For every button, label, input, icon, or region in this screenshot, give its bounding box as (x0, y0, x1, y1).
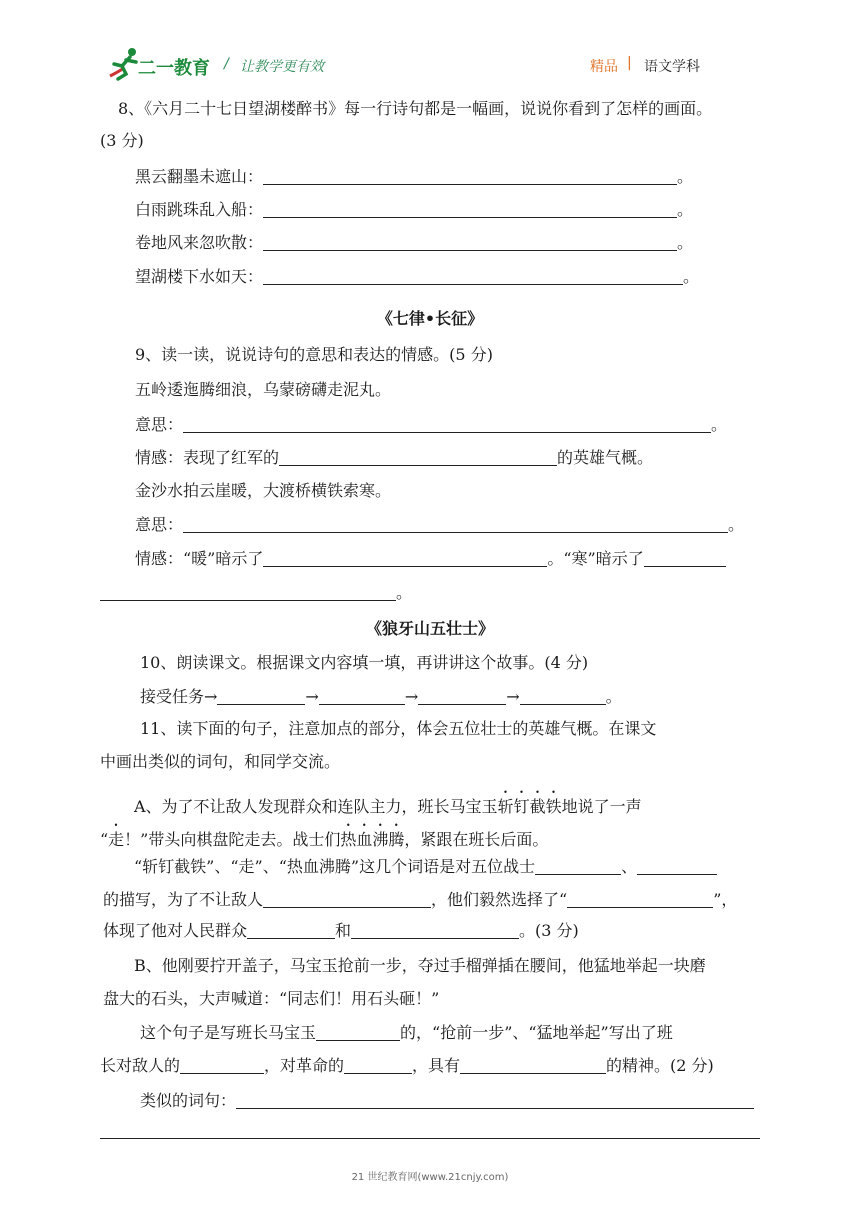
answer-blank[interactable] (263, 199, 677, 218)
answer-blank[interactable] (263, 266, 683, 285)
q8-line-4: 望湖楼下水如天： 。 (135, 267, 700, 286)
q11-a-line-4: 的描写，为了不让敌人 ，他们毅然选择了“ ”， (103, 890, 738, 909)
q11-similar: 类似的词句： (140, 1090, 754, 1112)
q11-stem-1: 11、读下面的句子，注意加点的部分，体会五位壮士的英雄气概。在课文 (140, 719, 657, 738)
answer-blank[interactable] (644, 548, 726, 567)
q9-meaning-1: 意思： 。 (135, 415, 728, 434)
q9-emotion-1: 情感：表现了红军的 的英雄气概。 (135, 448, 654, 467)
q10-stem: 10、朗读课文。根据课文内容填一填，再讲讲这个故事。(4 分) (140, 653, 589, 672)
q8-stem: 8、《六月二十七日望湖楼醉书》每一行诗句都是一幅画，说说你看到了怎样的画面。 (118, 99, 713, 118)
logo-text: 二一教育 (138, 58, 210, 79)
q11-b-line-4: 长对敌人的 ，对革命的 ，具有 的精神。(2 分) (100, 1056, 714, 1075)
answer-blank[interactable] (344, 1055, 412, 1074)
answer-blank[interactable] (236, 1090, 754, 1109)
q8-line-label: 白雨跳珠乱入船： (135, 200, 264, 219)
answer-blank[interactable] (183, 414, 711, 433)
page-header (100, 46, 760, 86)
q11-a-line-3: “斩钉截铁”、“走”、“热血沸腾”这几个词语是对五位战士 、 (134, 856, 717, 878)
answer-blank[interactable] (567, 889, 713, 908)
q8-score: (3 分) (100, 131, 144, 150)
q8-line-1: 黑云翻墨未遮山： 。 (135, 167, 694, 186)
q9-emotion-2-cont: 。 (100, 582, 412, 604)
dotted-phrase: 热血沸腾 (340, 830, 405, 849)
q11-b-line-2: 盘大的石头，大声喊道：“同志们！用石头砸！” (103, 989, 440, 1008)
q10-sequence: 接受任务→ → → → 。 (140, 687, 622, 706)
answer-blank[interactable] (316, 1022, 400, 1041)
footer-divider (100, 1138, 760, 1139)
footer-text: 21 世纪教育网(www.21cnjy.com) (351, 1172, 509, 1183)
q11-stem-2: 中画出类似的词句，和同学交流。 (100, 752, 341, 771)
answer-blank[interactable] (263, 166, 677, 185)
q8-line-label: 黑云翻墨未遮山： (135, 167, 264, 186)
answer-blank[interactable] (418, 686, 506, 705)
answer-blank[interactable] (263, 548, 547, 567)
answer-blank[interactable] (183, 514, 728, 533)
answer-blank[interactable] (217, 686, 305, 705)
answer-blank[interactable] (263, 889, 431, 908)
q8-line-label: 卷地风来忽吹散： (135, 233, 264, 252)
q11-b-line-1: B、他刚要拧开盖子，马宝玉抢前一步，夺过手榴弹插在腰间，他猛地举起一块磨 (134, 956, 706, 975)
tag-subject: 语文学科 (644, 59, 700, 75)
tag-separator: | (627, 55, 632, 71)
dotted-phrase: 斩钉截铁 (497, 797, 562, 816)
q8-line-3: 卷地风来忽吹散： 。 (135, 233, 694, 252)
q9-verse-2: 金沙水拍云崖暖，大渡桥横铁索寒。 (135, 481, 392, 500)
answer-blank[interactable] (100, 582, 396, 601)
q8-line-2: 白雨跳珠乱入船： 。 (135, 200, 694, 219)
q9-verse-1: 五岭逶迤腾细浪，乌蒙磅礴走泥丸。 (135, 380, 392, 399)
slogan-separator: / (224, 56, 229, 72)
q11-a-line-2: “走！”带头向棋盘陀走去。战士们热血沸腾，紧跟在班长后面。 (100, 830, 549, 849)
answer-blank[interactable] (637, 856, 717, 875)
q8-line-label: 望湖楼下水如天： (135, 267, 264, 286)
q11-b-line-3: 这个句子是写班长马宝玉 的，“抢前一步”、“猛地举起”写出了班 (140, 1023, 673, 1042)
answer-blank[interactable] (460, 1055, 606, 1074)
answer-blank[interactable] (535, 856, 621, 875)
answer-blank[interactable] (520, 686, 606, 705)
answer-blank[interactable] (180, 1055, 264, 1074)
section-title-changzheng: 《七律•长征》 (376, 309, 484, 328)
q9-meaning-2: 意思： 。 (135, 515, 745, 534)
section-title-langyashan: 《狼牙山五壮士》 (365, 619, 494, 638)
q11-a-line-1: A、为了不让敌人发现群众和连队主力，班长马宝玉斩钉截铁地说了一声 (134, 797, 642, 816)
q11-a-line-5: 体现了他对人民群众 和 。(3 分) (103, 921, 579, 940)
answer-blank[interactable] (247, 920, 335, 939)
q9-emotion-2: 情感：“暖”暗示了 。“寒”暗示了 (135, 548, 726, 570)
answer-blank[interactable] (351, 920, 519, 939)
answer-blank[interactable] (279, 447, 557, 466)
dotted-phrase: “走！” (100, 830, 149, 849)
tag-quality: 精品 (590, 59, 618, 75)
answer-blank[interactable] (263, 232, 677, 251)
q9-stem: 9、读一读，说说诗句的意思和表达的情感。(5 分) (135, 345, 493, 364)
answer-blank[interactable] (319, 686, 405, 705)
slogan: 让教学更有效 (240, 59, 324, 75)
